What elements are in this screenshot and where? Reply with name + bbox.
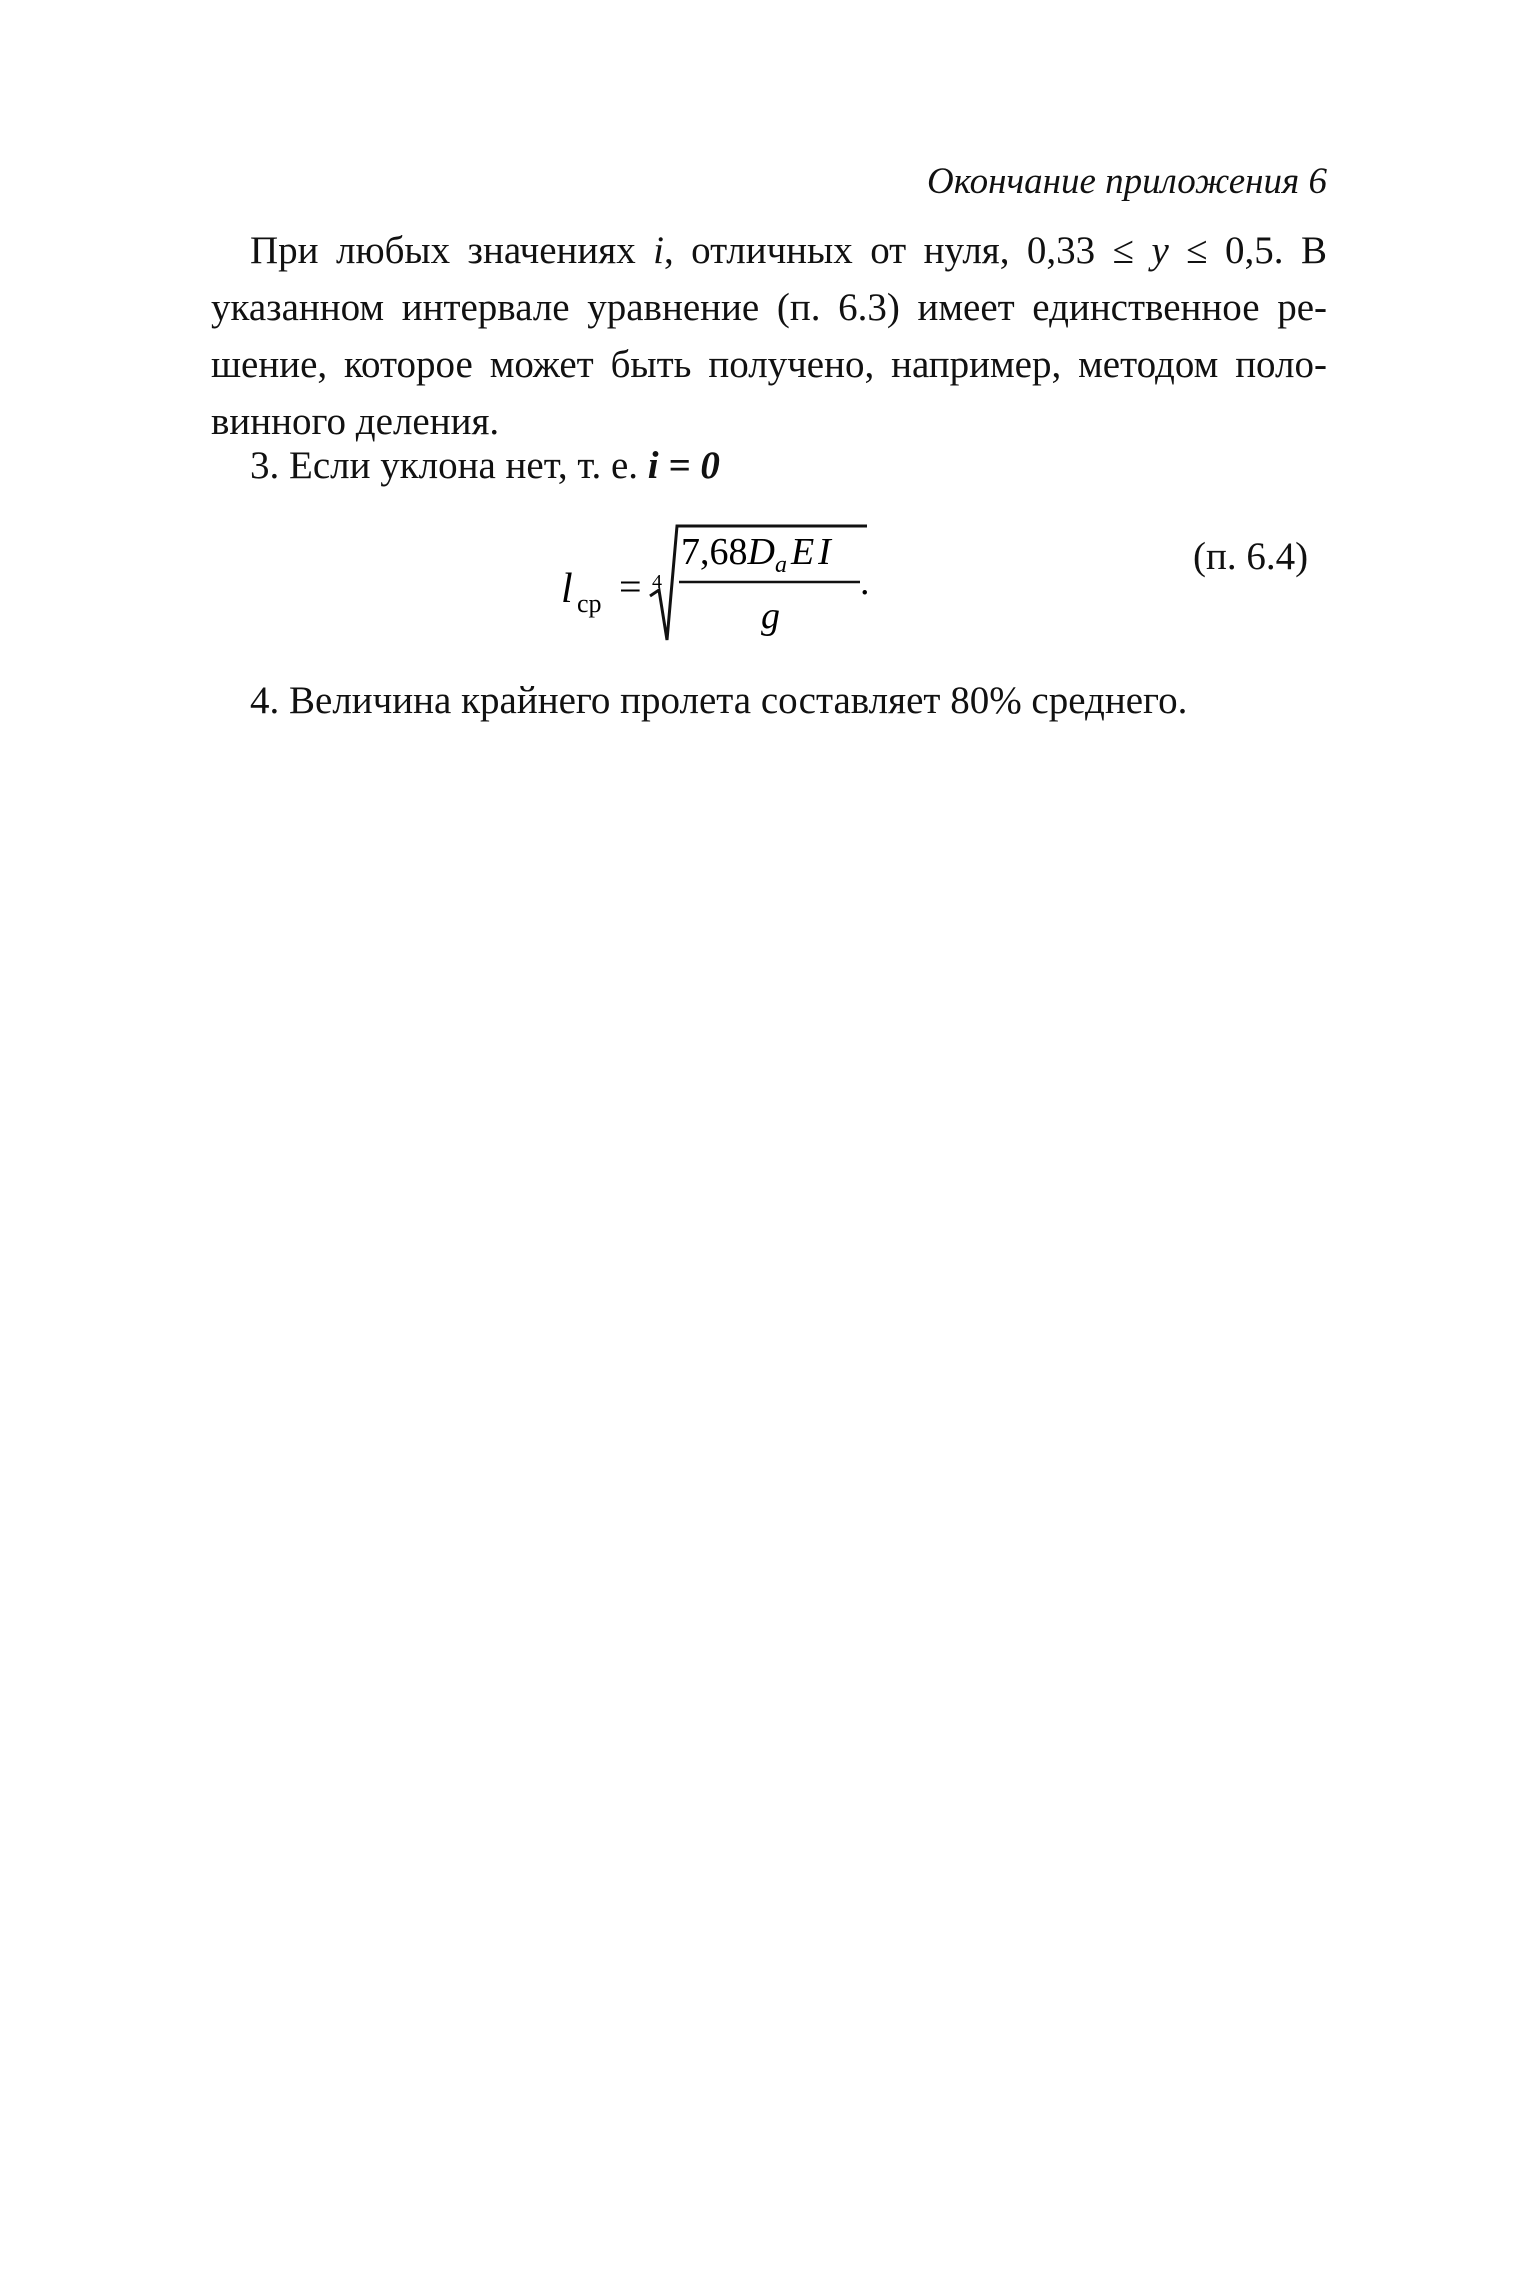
paragraph-1 [211,222,1327,450]
formula-expression [555,512,895,652]
paragraph-3-text: 4. Величина крайнего пролета составляет 80% среднего. [250,679,1188,722]
condition-i-zero: i = 0 [647,444,720,487]
formula-trailing-period: . [860,561,870,603]
paragraph-1-line-3: шение, которое может быть получено, например, методом поло- [211,343,1327,386]
paragraph-1-line-1 [211,222,1327,279]
variable-i: i [653,229,664,272]
paragraph-2 [211,437,720,494]
paragraph-1-line-4: винного деления. [211,400,500,443]
formula-equals: = [619,564,642,609]
formula-6-4 [0,512,1514,652]
formula-lhs-symbol: l [561,566,573,612]
formula-numerator [681,531,835,578]
formula-root-index: 4 [652,571,662,593]
line-1-text-a: При любых значениях [250,229,654,272]
running-head: Окончание приложения 6 [927,161,1327,202]
numerator-subscript-a: a [774,552,787,578]
formula-lhs-subscript: ср [577,589,602,618]
formula-denominator: g [761,595,780,637]
variable-y: y [1151,229,1169,272]
line-1-text-b: , отличных от нуля, 0,33 ≤ [663,229,1152,272]
equation-number: (п. 6.4) [1193,535,1309,578]
line-1-text-c: ≤ 0,5. В [1168,229,1328,272]
paragraph-3 [211,672,1187,729]
paragraph-2-text: 3. Если уклона нет, т. е. [250,444,648,487]
paragraph-1-line-2: указанном интервале уравнение (п. 6.3) имеет единственное ре- [211,286,1327,329]
numerator-variable-D: D [747,531,775,573]
numerator-coefficient: 7,68 [681,531,748,573]
numerator-EI: EI [790,531,835,573]
